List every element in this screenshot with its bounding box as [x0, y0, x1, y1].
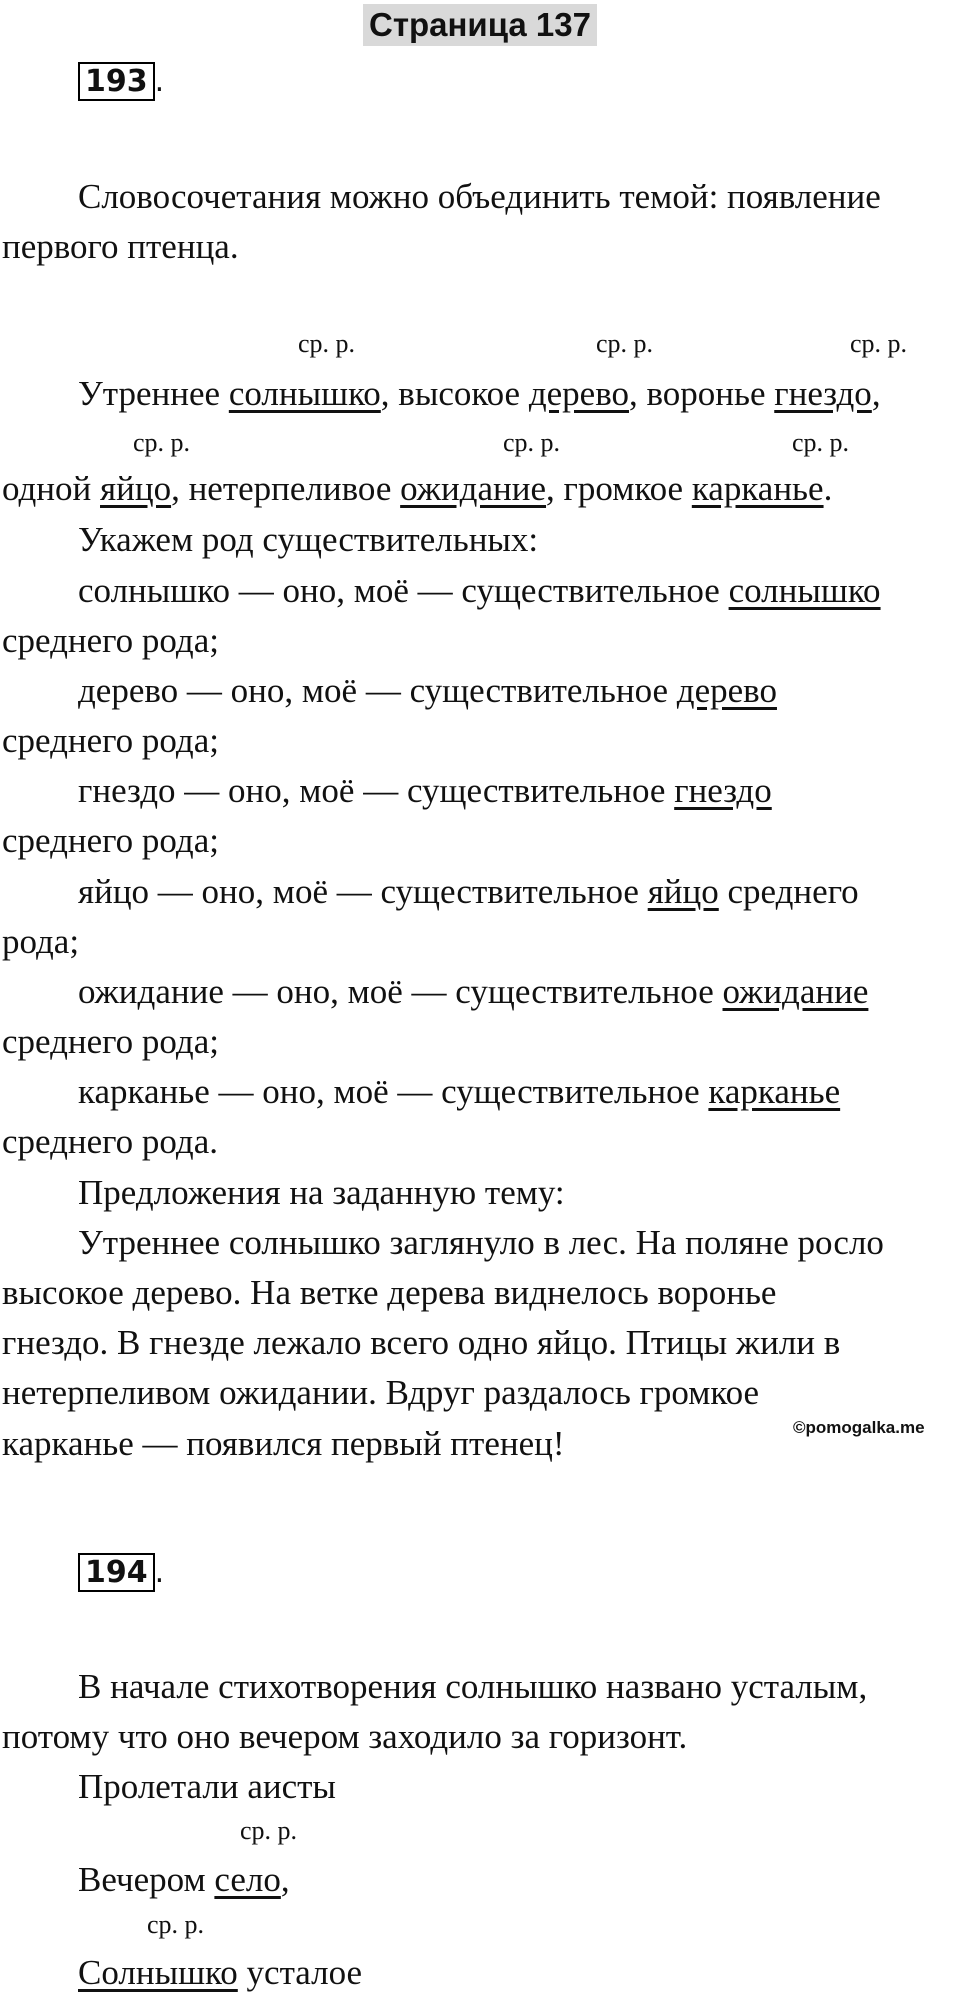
page-header [0, 4, 960, 46]
story-line: нетерпеливом ожидании. Вдруг раздалось громкое [2, 1373, 760, 1412]
phrase-text: , громкое [546, 469, 692, 508]
noun-underlined: ожидание [722, 972, 869, 1011]
gender-text: дерево — оно, моё — существительное [78, 671, 677, 710]
noun-underlined: солнышко [228, 374, 381, 413]
answer-line-1: В начале стихотворения солнышко названо усталым, [78, 1667, 868, 1706]
gender-annotation: ср. р. [133, 428, 191, 457]
gender-annotation: ср. р. [792, 428, 850, 457]
task-number-194 [78, 1553, 164, 1592]
poem-text: , [280, 1860, 290, 1899]
gender-line [78, 771, 772, 811]
gender-line [78, 872, 859, 912]
noun-underlined: гнездо [774, 374, 872, 413]
phrase-text: , высокое [380, 374, 529, 413]
gender-line-cont: среднего рода; [2, 1022, 219, 1061]
gender-annotation: ср. р. [596, 329, 654, 358]
gender-line-cont: среднего рода; [2, 721, 219, 760]
noun-underlined: Солнышко [78, 1953, 238, 1992]
poem-text: усталое [237, 1953, 363, 1992]
gender-line-cont: среднего рода; [2, 621, 219, 660]
phrase-text: одной [2, 469, 101, 508]
poem-line-1: Пролетали аисты [78, 1767, 336, 1806]
poem-text: Вечером [78, 1860, 215, 1899]
task-number-dot: . [154, 64, 165, 99]
watermark: ©pomogalka.me [793, 1418, 925, 1437]
gender-line-cont: рода; [2, 922, 80, 961]
gender-text: среднего [718, 872, 859, 911]
task-number-193 [78, 62, 164, 101]
noun-underlined: ожидание [400, 469, 547, 508]
phrase-text: , нетерпеливое [171, 469, 401, 508]
gender-annotation: ср. р. [147, 1910, 205, 1939]
gender-intro: Укажем род существительных: [78, 520, 539, 559]
gender-text: солнышко — оно, моё — существительное [78, 571, 729, 610]
gender-line [78, 972, 868, 1012]
phrases-line-2 [2, 469, 832, 509]
gender-annotation: ср. р. [298, 329, 356, 358]
gender-annotation: ср. р. [240, 1816, 298, 1845]
sentences-intro: Предложения на заданную тему: [78, 1173, 565, 1212]
task-number-dot: . [154, 1555, 165, 1590]
gender-line [78, 571, 881, 611]
gender-line [78, 671, 777, 711]
gender-line-cont: среднего рода. [2, 1122, 218, 1161]
noun-underlined: солнышко [728, 571, 881, 610]
story-line: карканье — появился первый птенец! [2, 1424, 565, 1463]
poem-line-3 [78, 1953, 362, 1993]
noun-underlined: карканье [691, 469, 824, 508]
noun-underlined: яйцо [100, 469, 172, 508]
task-number-box: 193 [78, 62, 155, 101]
noun-underlined: дерево [676, 671, 777, 710]
noun-underlined: село [214, 1860, 281, 1899]
gender-annotation: ср. р. [850, 329, 908, 358]
gender-annotation: ср. р. [503, 428, 561, 457]
phrases-line-1 [78, 374, 881, 414]
story-line: Утреннее солнышко заглянуло в лес. На поляне росло [78, 1223, 884, 1262]
gender-text: карканье — оно, моё — существительное [78, 1072, 709, 1111]
gender-text: яйцо — оно, моё — существительное [78, 872, 648, 911]
story-line: гнездо. В гнезде лежало всего одно яйцо. Птицы жили в [2, 1323, 841, 1362]
gender-text: гнездо — оно, моё — существительное [78, 771, 675, 810]
noun-underlined: гнездо [674, 771, 772, 810]
task-number-box: 194 [78, 1553, 155, 1592]
poem-line-2 [78, 1860, 290, 1900]
noun-underlined: дерево [528, 374, 629, 413]
noun-underlined: карканье [708, 1072, 841, 1111]
page-title: Страница 137 [363, 4, 597, 46]
gender-line-cont: среднего рода; [2, 821, 219, 860]
intro-line-2: первого птенца. [2, 227, 239, 266]
phrase-text: , воронье [628, 374, 775, 413]
phrase-text: , [871, 374, 881, 413]
intro-line-1: Словосочетания можно объединить темой: появление [78, 177, 881, 216]
phrase-text: . [823, 469, 833, 508]
gender-line [78, 1072, 840, 1112]
phrase-text: Утреннее [78, 374, 229, 413]
story-line: высокое дерево. На ветке дерева виднелось воронье [2, 1273, 777, 1312]
noun-underlined: яйцо [647, 872, 719, 911]
gender-text: ожидание — оно, моё — существительное [78, 972, 723, 1011]
answer-line-2: потому что оно вечером заходило за горизонт. [2, 1717, 688, 1756]
